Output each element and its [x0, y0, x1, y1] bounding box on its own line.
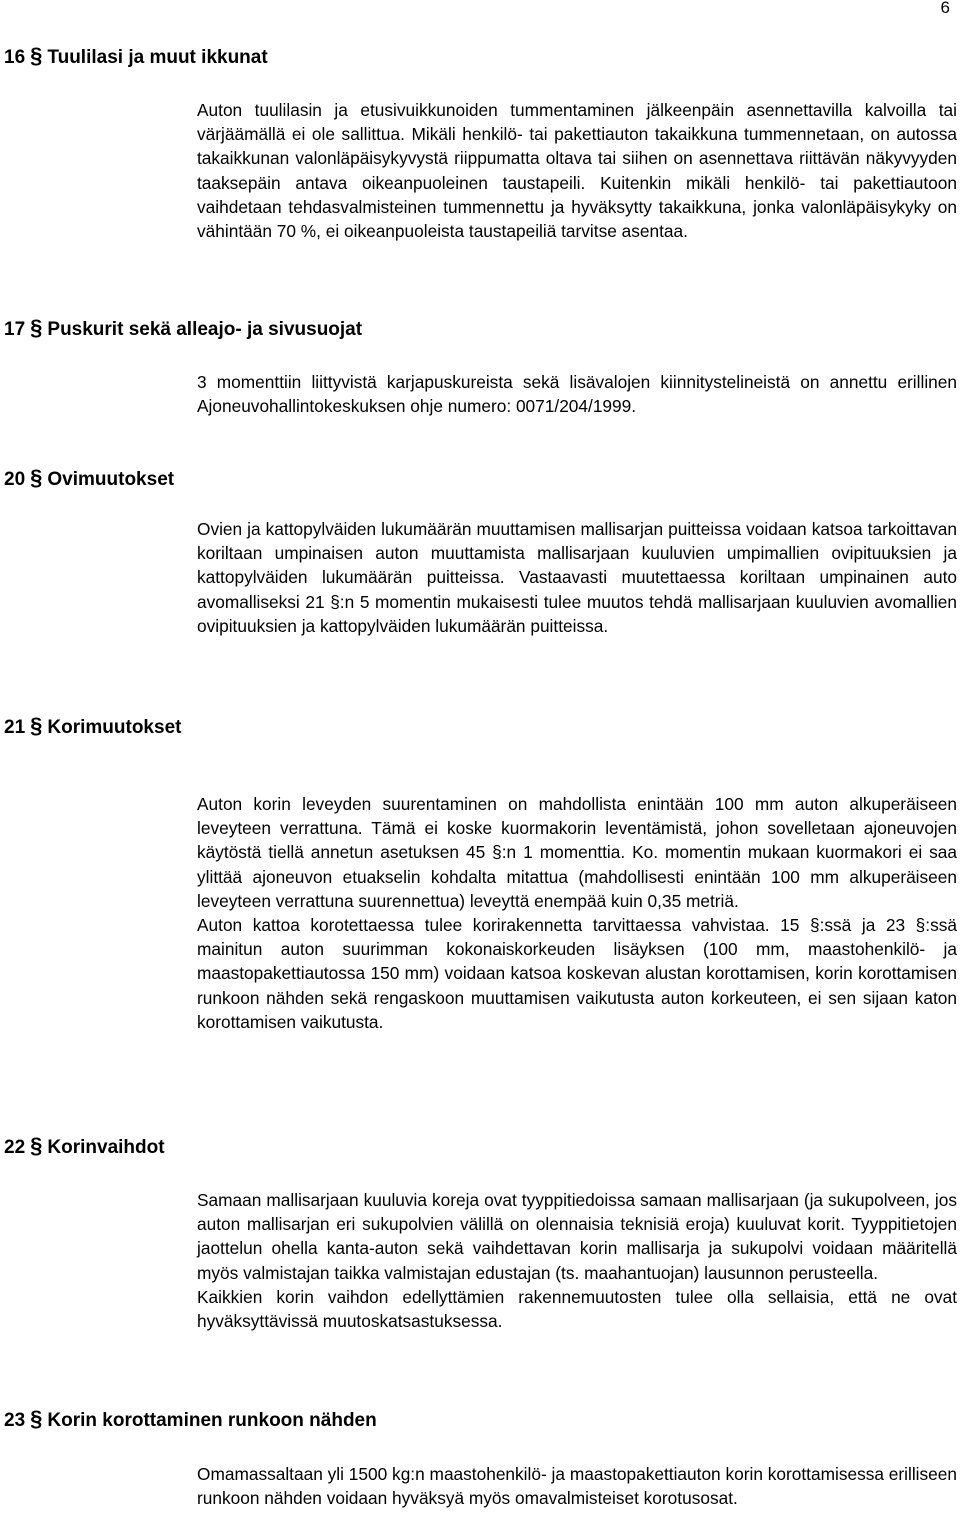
section-sign: §: [30, 713, 43, 738]
paragraph: Samaan mallisarjaan kuuluvia koreja ovat tyyppitiedoissa samaan mallisarjaan (ja sukupolveen, jos auton mallisarjan eri sukupolvien välillä on olennaisia teknisiä eroja) kuuluvat korit. Tyyppitietojen jaottelun ohella kanta-auton sekä vaihdettavan korin mallisarja ja sukupolvi voidaan määritellä myös valmistajan taikka valmistajan edustajan (ts. maahantuojan) lausunnon perusteella.: [197, 1190, 957, 1283]
section-title: Puskurit sekä alleajo- ja sivusuojat: [47, 319, 363, 340]
section-sign: §: [30, 465, 43, 490]
section-body-22: [197, 1188, 957, 1333]
paragraph: Auton tuulilasin ja etusivuikkunoiden tummentaminen jälkeenpäin asennettavilla kalvoilla tai värjäämällä ei ole sallittua. Mikäli henkilö- tai pakettiauton takaikkuna tummennetaan, on autossa takaikkunan valonläpäisykyvystä riippumatta oltava tai siihen on asennettava riittävän näkyvyyden taaksepäin antava oikeanpuoleinen taustapeili. Kuitenkin mikäli henkilö- tai pakettiautoon vaihdetaan tehdasvalmisteinen tummennettu ja hyväksytty takaikkuna, jonka valonläpäisykyky on vähintään 70 %, ei oikeanpuoleista taustapeiliä tarvitse asentaa.: [197, 100, 957, 242]
section-sign: §: [30, 315, 43, 340]
section-title: Korimuutokset: [47, 717, 182, 738]
section-sign: §: [30, 1133, 43, 1158]
section-heading-20: [4, 465, 175, 492]
section-number: 20: [4, 469, 26, 490]
section-number: 21: [4, 717, 26, 738]
section-heading-16: [4, 43, 268, 70]
paragraph: Kaikkien korin vaihdon edellyttämien rakennemuutosten tulee olla sellaisia, että ne ovat hyväksyttävissä muutoskatsastuksessa.: [197, 1286, 957, 1332]
section-body-20: [197, 517, 957, 638]
paragraph: 3 momenttiin liittyvistä karjapuskureista sekä lisävalojen kiinnitystelineistä on annettu erillinen Ajoneuvohallintokeskuksen ohje numero: 0071/204/1999.: [197, 372, 957, 417]
section-number: 16: [4, 47, 26, 68]
paragraph: Auton korin leveyden suurentaminen on mahdollista enintään 100 mm auton alkuperäiseen leveyteen verrattuna. Tämä ei koske kuormakorin leventämistä, johon sovelletaan ajoneuvojen käytöstä tiellä annetun asetuksen 45 §:n 1 momenttia. Ko. momentin mukaan kuormakori ei saa ylittää ajoneuvon etuakselin kohdalta mitattua (mahdollisesti enintään 100 mm alkuperäiseen leveyteen verrattuna suurennettua) leveyttä enempää kuin 0,35 metriä.: [197, 794, 957, 911]
section-title: Korinvaihdot: [47, 1137, 165, 1158]
section-body-16: [197, 98, 957, 243]
paragraph: Omamassaltaan yli 1500 kg:n maastohenkilö- ja maastopakettiauton korin korottamisessa erilliseen runkoon nähden voidaan hyväksyä myös omavalmisteiset korotusosat.: [197, 1464, 957, 1509]
section-sign: §: [30, 1406, 43, 1431]
paragraph: Auton kattoa korotettaessa tulee korirakennetta tarvittaessa vahvistaa. 15 §:ssä ja 23 §:ssä mainitun auton suurimman kokonaiskorkeuden lisäyksen (100 mm, maastohenkilö- ja maastopakettiautossa 150 mm) voidaan katsoa koskevan alustan korottamisen, korin korottamisen runkoon nähden sekä rengaskoon muuttamisen vaikutusta auton korkeuteen, ei sen sijaan katon korottamisen vaikutusta.: [197, 915, 957, 1032]
section-number: 17: [4, 319, 26, 340]
section-title: Tuulilasi ja muut ikkunat: [47, 47, 268, 68]
paragraph: Ovien ja kattopylväiden lukumäärän muuttamisen mallisarjan puitteissa voidaan katsoa tarkoittavan koriltaan umpinaisen auton muuttamista mallisarjaan kuuluvien umpimallien ovipituuksien ja kattopylväiden lukumäärän puitteissa. Vastaavasti muutettaessa koriltaan umpinainen auto avomalliseksi 21 §:n 5 momentin mukaisesti tulee muutos tehdä mallisarjaan kuuluvien avomallien ovipituuksien ja kattopylväiden lukumäärän puitteissa.: [197, 519, 957, 636]
section-heading-23: [4, 1406, 377, 1433]
section-heading-22: [4, 1133, 165, 1160]
section-body-21: [197, 792, 957, 1034]
section-title: Ovimuutokset: [47, 469, 175, 490]
section-heading-21: [4, 713, 182, 740]
section-number: 23: [4, 1410, 26, 1431]
section-body-17: [197, 370, 957, 418]
section-title: Korin korottaminen runkoon nähden: [47, 1410, 377, 1431]
page-number: 6: [940, 0, 950, 17]
section-heading-17: [4, 315, 363, 342]
section-sign: §: [30, 43, 43, 68]
section-number: 22: [4, 1137, 26, 1158]
section-body-23: [197, 1462, 957, 1510]
